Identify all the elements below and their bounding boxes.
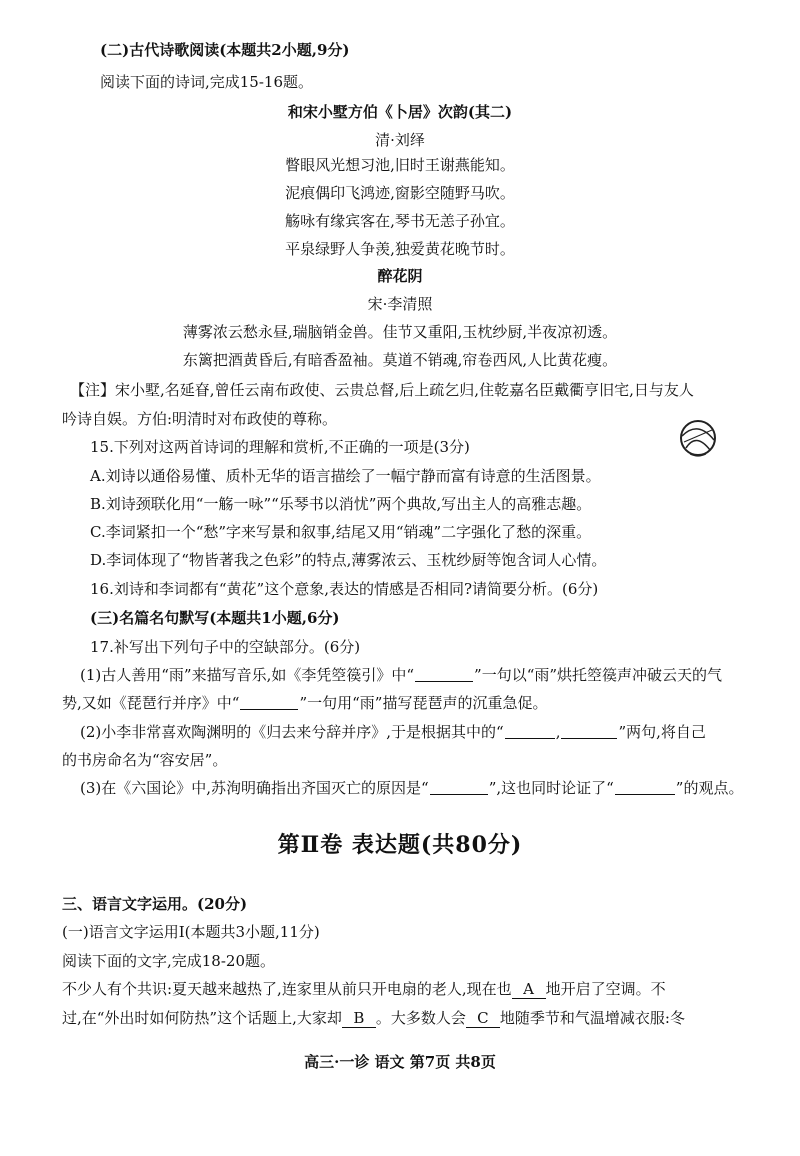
poem1-line: 平泉绿野人争羡,独爱黄花晚节时。 <box>285 240 515 258</box>
poem1-line: 瞥眼风光想习池,旧时王谢燕能知。 <box>285 156 515 174</box>
q17-text: ”两句,将自己 <box>618 723 706 741</box>
q17-text: (3)在《六国论》中,苏洵明确指出齐国灭亡的原因是“ <box>80 779 429 797</box>
answer-blank[interactable] <box>505 723 555 739</box>
question-15-stem: 15.下列对这两首诗词的理解和赏析,不正确的一项是(3分) <box>90 438 470 456</box>
q17-text: , <box>555 723 561 741</box>
poem-note-cont: 吟诗自娱。方伯:明清时对布政使的尊称。 <box>62 410 338 428</box>
blank-c: C <box>466 1009 500 1028</box>
passage-line-2 <box>62 1008 685 1028</box>
subsection-heading: (一)语言文字运用Ⅰ(本题共3小题,11分) <box>62 923 320 941</box>
passage-text: 。大多数人会 <box>375 1009 466 1027</box>
poem1-author: 清·刘绎 <box>375 131 425 149</box>
stamp-mark <box>676 418 720 464</box>
question-17-item-3 <box>80 778 743 798</box>
section-heading-language: 三、语言文字运用。(20分) <box>62 895 248 913</box>
poem2-title: 醉花阴 <box>377 267 423 285</box>
poem2-line: 薄雾浓云愁永昼,瑞脑销金兽。佳节又重阳,玉枕纱厨,半夜凉初透。 <box>182 323 618 341</box>
answer-blank[interactable] <box>415 666 473 682</box>
poem-note: 【注】宋小墅,名延眘,曾任云南布政使、云贵总督,后上疏乞归,住乾嘉名臣戴衢亨旧宅,日与友人 <box>70 381 694 399</box>
answer-blank[interactable] <box>615 779 675 795</box>
q17-text: ”一句用“雨”描写琵琶声的沉重急促。 <box>299 694 548 712</box>
section-heading-poetry: (二)古代诗歌阅读(本题共2小题,9分) <box>100 41 350 59</box>
question-15-option-a: A.刘诗以通俗易懂、质朴无华的语言描绘了一幅宁静而富有诗意的生活图景。 <box>90 467 601 485</box>
part-2-title: 第Ⅱ卷 表达题(共80分) <box>277 832 523 858</box>
passage-text: 不少人有个共识:夏天越来越热了,连家里从前只开电扇的老人,现在也 <box>62 980 512 998</box>
blank-b: B <box>342 1009 376 1028</box>
poem1-line: 泥痕偶印飞鸿迹,窗影空随野马吹。 <box>285 184 515 202</box>
q17-text: (2)小李非常喜欢陶渊明的《归去来兮辞并序》,于是根据其中的“ <box>80 723 504 741</box>
question-15-option-c: C.李词紧扣一个“愁”字来写景和叙事,结尾又用“销魂”二字强化了愁的深重。 <box>90 523 592 541</box>
passage-instruction: 阅读下面的文字,完成18-20题。 <box>62 952 276 970</box>
question-17-item-2 <box>80 722 706 742</box>
passage-text: 过,在“外出时如何防热”这个话题上,大家却 <box>62 1009 342 1027</box>
q17-text: ”的观点。 <box>675 779 744 797</box>
poem1-line: 觞咏有缘宾客在,琴书无恙子孙宜。 <box>285 212 515 230</box>
q17-text: 势,又如《琵琶行并序》中“ <box>62 694 240 712</box>
question-15-option-d: D.李词体现了“物皆著我之色彩”的特点,薄雾浓云、玉枕纱厨等饱含词人心情。 <box>90 551 607 569</box>
question-17-item-1-cont <box>62 693 547 713</box>
q17-text: (1)古人善用“雨”来描写音乐,如《李凭箜篌引》中“ <box>80 666 415 684</box>
poetry-instruction: 阅读下面的诗词,完成15-16题。 <box>100 73 314 91</box>
passage-text: 地开启了空调。不 <box>545 980 666 998</box>
question-17-item-2-cont: 的书房命名为“容安居”。 <box>62 751 228 769</box>
poem2-author: 宋·李清照 <box>367 295 433 313</box>
poem1-title: 和宋小墅方伯《卜居》次韵(其二) <box>287 103 513 121</box>
question-15-option-b: B.刘诗颈联化用“一觞一咏”“乐琴书以消忧”两个典故,写出主人的高雅志趣。 <box>90 495 592 513</box>
question-17-item-1 <box>80 665 722 685</box>
question-17-stem: 17.补写出下列句子中的空缺部分。(6分) <box>90 638 361 656</box>
blank-a: A <box>512 980 546 999</box>
passage-text: 地随季节和气温增减衣服:冬 <box>499 1009 685 1027</box>
passage-line-1 <box>62 979 666 999</box>
answer-blank[interactable] <box>240 694 298 710</box>
poem2-line: 东篱把酒黄昏后,有暗香盈袖。莫道不销魂,帘卷西风,人比黄花瘦。 <box>182 351 618 369</box>
q17-text: ”一句以“雨”烘托箜篌声冲破云天的气 <box>474 666 723 684</box>
question-16-stem: 16.刘诗和李词都有“黄花”这个意象,表达的情感是否相同?请简要分析。(6分) <box>90 580 599 598</box>
answer-blank[interactable] <box>430 779 488 795</box>
section-heading-dictation: (三)名篇名句默写(本题共1小题,6分) <box>90 609 340 627</box>
page-footer: 高三·一诊 语文 第7页 共8页 <box>304 1053 496 1071</box>
q17-text: ”,这也同时论证了“ <box>488 779 614 797</box>
answer-blank[interactable] <box>561 723 617 739</box>
